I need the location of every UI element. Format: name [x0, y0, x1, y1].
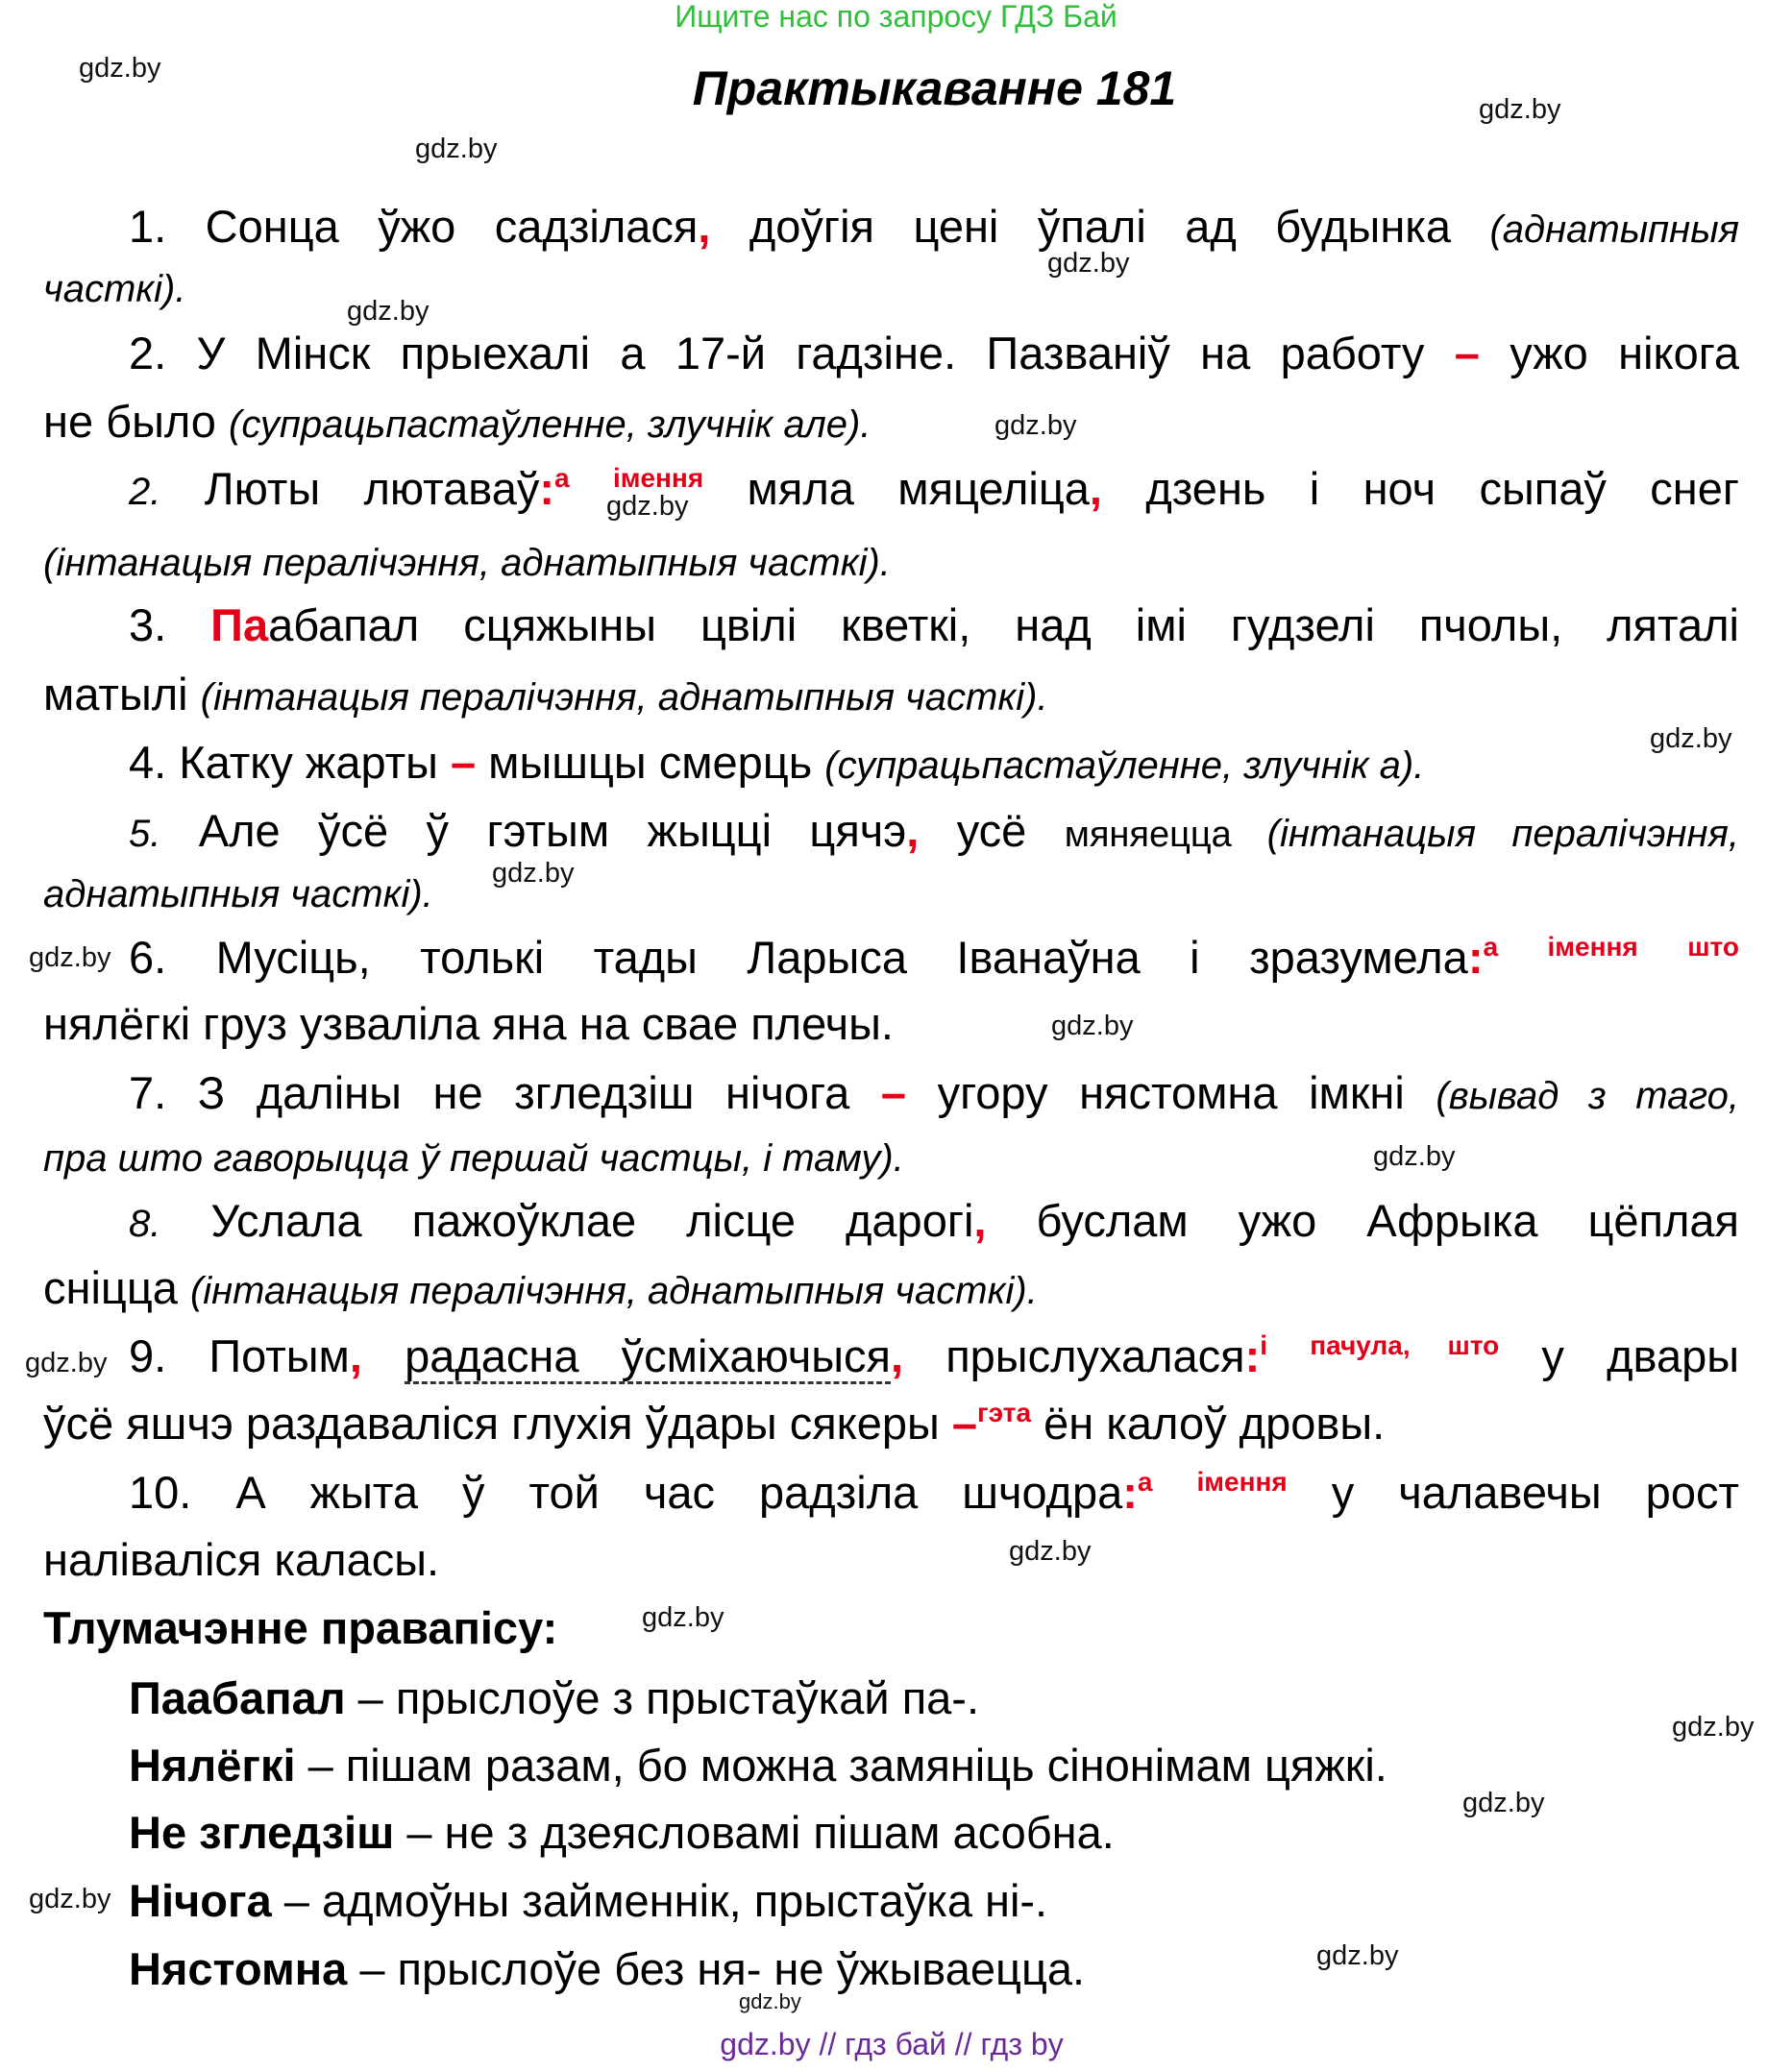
text-line	[129, 1732, 1387, 1799]
text-line	[43, 858, 433, 925]
text-line	[129, 924, 1739, 991]
punctuation-mark: ,	[890, 1330, 904, 1381]
punctuation-mark: :	[1244, 1330, 1261, 1381]
punctuation-mark: Па	[210, 599, 269, 650]
text-line	[43, 990, 894, 1058]
text-segment: буслам ужо Афрыка цёплая	[986, 1195, 1739, 1246]
text-line	[43, 1526, 439, 1594]
correction-note: што	[1687, 932, 1739, 962]
text-line	[43, 661, 1048, 728]
text-segment: Не згледзіш	[129, 1807, 395, 1858]
text-segment: наліваліся каласы.	[43, 1534, 440, 1585]
annotation-text: 5.	[129, 813, 161, 855]
annotation-text: аднатыпныя часткі).	[43, 873, 433, 915]
text-segment: усё	[919, 805, 1065, 856]
correction-note: і	[1260, 1330, 1268, 1360]
watermark: gdz.by	[1373, 1141, 1456, 1172]
text-segment: – адмоўны займеннік, прыстаўка ні-.	[271, 1875, 1048, 1926]
punctuation-mark: :	[539, 463, 554, 514]
text-line	[129, 455, 1739, 523]
text-segment: мяла мяцеліца	[703, 463, 1090, 514]
text-line	[129, 1936, 1085, 2003]
punctuation-mark: ,	[698, 201, 711, 252]
search-hint-header: Ищите нас по запросу ГДЗ Бай	[675, 0, 1117, 34]
annotation-text: (інтанацыя пералічэння,	[1266, 813, 1739, 855]
text-segment: 3.	[129, 599, 211, 650]
text-line	[129, 193, 1739, 260]
text-line	[43, 253, 185, 320]
text-segment: – не з дзеясловамі пішам асобна.	[394, 1807, 1115, 1858]
annotation-text: 8.	[129, 1203, 161, 1245]
watermark: gdz.by	[1479, 94, 1561, 125]
annotation-text: (інтанацыя пералічэння, аднатыпныя часткі).	[43, 542, 891, 584]
text-line	[129, 1799, 1115, 1866]
text-segment: Люты лютаваў	[160, 463, 540, 514]
text-segment: Тлумачэнне правапісу:	[43, 1602, 558, 1653]
text-segment: доўгія цені ўпалі ад будынка	[710, 201, 1490, 252]
text-line	[129, 797, 1739, 865]
annotation-text: (інтанацыя пералічэння, аднатыпныя часткі).	[189, 1270, 1038, 1312]
text-segment: 9. Потым	[129, 1330, 350, 1381]
watermark: gdz.by	[642, 1602, 724, 1633]
watermark: gdz.by	[415, 134, 498, 164]
annotation-text: (супрацьпастаўленне, злучнік але).	[229, 403, 871, 446]
text-segment: Паабапал	[129, 1672, 346, 1723]
correction-note: а	[1137, 1467, 1153, 1497]
page-title: Практыкаванне 181	[692, 61, 1177, 115]
text-line	[43, 1255, 1038, 1322]
watermark: gdz.by	[1047, 248, 1130, 279]
text-line	[129, 592, 1739, 659]
text-segment: мяняецца	[1064, 815, 1267, 855]
text-segment: у чалавечы рост	[1287, 1467, 1739, 1518]
text-line	[129, 1459, 1739, 1526]
text-line	[43, 526, 891, 594]
punctuation-mark: ,	[1089, 463, 1102, 514]
watermark: gdz.by	[1009, 1536, 1092, 1567]
text-line	[129, 1187, 1739, 1255]
text-segment: 10. А жыта ў той час радзіла шчодра	[129, 1467, 1123, 1518]
text-line	[129, 1323, 1739, 1390]
correction-note: а	[554, 463, 570, 493]
text-segment: ужо нікога	[1479, 328, 1739, 378]
text-segment: 1. Сонца ўжо садзілася	[129, 201, 699, 252]
text-segment: угору нястомна імкні	[906, 1067, 1436, 1118]
correction-note: гэта	[977, 1398, 1032, 1427]
text-segment: Нялёгкі	[129, 1740, 296, 1791]
annotation-text: (інтанацыя пералічэння, аднатыпныя часткі).	[200, 676, 1048, 719]
text-segment	[362, 1330, 405, 1381]
watermark: gdz.by	[606, 491, 689, 522]
watermark: gdz.by	[79, 53, 161, 84]
watermark: gdz.by	[29, 1884, 111, 1914]
text-segment: – прыслоўе без ня- не ўжываецца.	[347, 1943, 1086, 1994]
text-segment: 7. З даліны не згледзіш нічога	[129, 1067, 881, 1118]
text-line	[129, 1665, 979, 1732]
watermark: gdz.by	[1650, 723, 1732, 754]
annotation-text: часткі).	[43, 268, 186, 310]
punctuation-mark: –	[951, 1398, 977, 1449]
text-segment: – пішам разам, бо можна замяніць сінонімам цяжкі.	[295, 1740, 1387, 1791]
text-segment	[1153, 1467, 1197, 1518]
text-line	[43, 1595, 557, 1662]
text-line	[129, 1060, 1739, 1127]
watermark: gdz.by	[1462, 1788, 1545, 1818]
text-segment: 4. Катку жарты	[129, 737, 451, 788]
watermark: gdz.by	[29, 942, 111, 973]
correction-note: пачула, што	[1310, 1330, 1500, 1360]
watermark: gdz.by	[347, 296, 430, 327]
text-segment: не было	[43, 396, 230, 447]
text-segment: мышцы смерць	[476, 737, 825, 788]
punctuation-mark: ,	[906, 805, 920, 856]
correction-note: імення	[612, 463, 704, 493]
footer-links[interactable]: gdz.by // гдз бай // гдз by	[720, 2027, 1064, 2061]
punctuation-mark: ,	[973, 1195, 987, 1246]
annotation-text: (вывад з таго,	[1436, 1075, 1739, 1117]
watermark: gdz.by	[994, 410, 1077, 441]
correction-note: імення	[1547, 932, 1638, 962]
punctuation-mark: –	[450, 737, 477, 788]
text-segment	[1267, 1330, 1310, 1381]
text-segment: нялёгкі груз узваліла яна на свае плечы.	[43, 998, 894, 1049]
text-segment: Нястомна	[129, 1943, 348, 1994]
text-segment	[1498, 932, 1547, 983]
punctuation-mark: –	[1454, 328, 1480, 378]
watermark: gdz.by	[1051, 1011, 1134, 1041]
punctuation-mark: –	[880, 1067, 907, 1118]
watermark: gdz.by	[739, 1989, 801, 2013]
text-line	[129, 729, 1424, 796]
text-segment: радасна ўсміхаючыся	[405, 1330, 891, 1384]
text-segment: Услала пажоўклае лісце дарогі	[160, 1195, 974, 1246]
watermark: gdz.by	[492, 858, 575, 889]
watermark: gdz.by	[1672, 1712, 1755, 1743]
text-line	[129, 1867, 1047, 1935]
text-segment: прыслухалася	[903, 1330, 1245, 1381]
annotation-text: 2.	[129, 471, 161, 513]
punctuation-mark: :	[1122, 1467, 1138, 1518]
watermark: gdz.by	[25, 1348, 108, 1378]
correction-note: імення	[1196, 1467, 1288, 1497]
text-segment	[1638, 932, 1687, 983]
correction-note: а	[1483, 932, 1499, 962]
text-segment: абапал сцяжыны цвілі кветкі, над імі гудзелі пчолы, ляталі	[268, 599, 1739, 650]
annotation-text: (супрацьпастаўленне, злучнік а).	[824, 744, 1425, 787]
text-segment: 6. Мусіць, толькі тады Ларыса Іванаўна і зразумела	[129, 932, 1468, 983]
punctuation-mark: ,	[349, 1330, 362, 1381]
text-segment: матылі	[43, 669, 201, 719]
annotation-text: (аднатыпныя	[1489, 208, 1739, 251]
text-line	[43, 1390, 1385, 1457]
text-segment: ён калоў дровы.	[1031, 1398, 1386, 1449]
text-segment: 2. У Мінск прыехалі а 17-й гадзіне. Пазваніў на работу	[129, 328, 1455, 378]
text-segment: – прыслоўе з прыстаўкай па-.	[345, 1672, 980, 1723]
text-line	[129, 320, 1739, 387]
text-segment: Але ўсё ў гэтым жыцці цячэ	[160, 805, 907, 856]
text-segment: Нічога	[129, 1875, 272, 1926]
watermark: gdz.by	[1316, 1940, 1399, 1971]
punctuation-mark: :	[1467, 932, 1484, 983]
text-line	[43, 388, 871, 455]
text-segment: ўсё яшчэ раздаваліся глухія ўдары сякеры	[43, 1398, 952, 1449]
text-line	[43, 1122, 904, 1189]
text-segment: у двары	[1499, 1330, 1739, 1381]
annotation-text: пра што гаворыцца ў першай частцы, і таму).	[43, 1137, 904, 1180]
text-segment: дзень і ноч сыпаў снег	[1101, 463, 1739, 514]
text-segment: сніцца	[43, 1262, 190, 1313]
